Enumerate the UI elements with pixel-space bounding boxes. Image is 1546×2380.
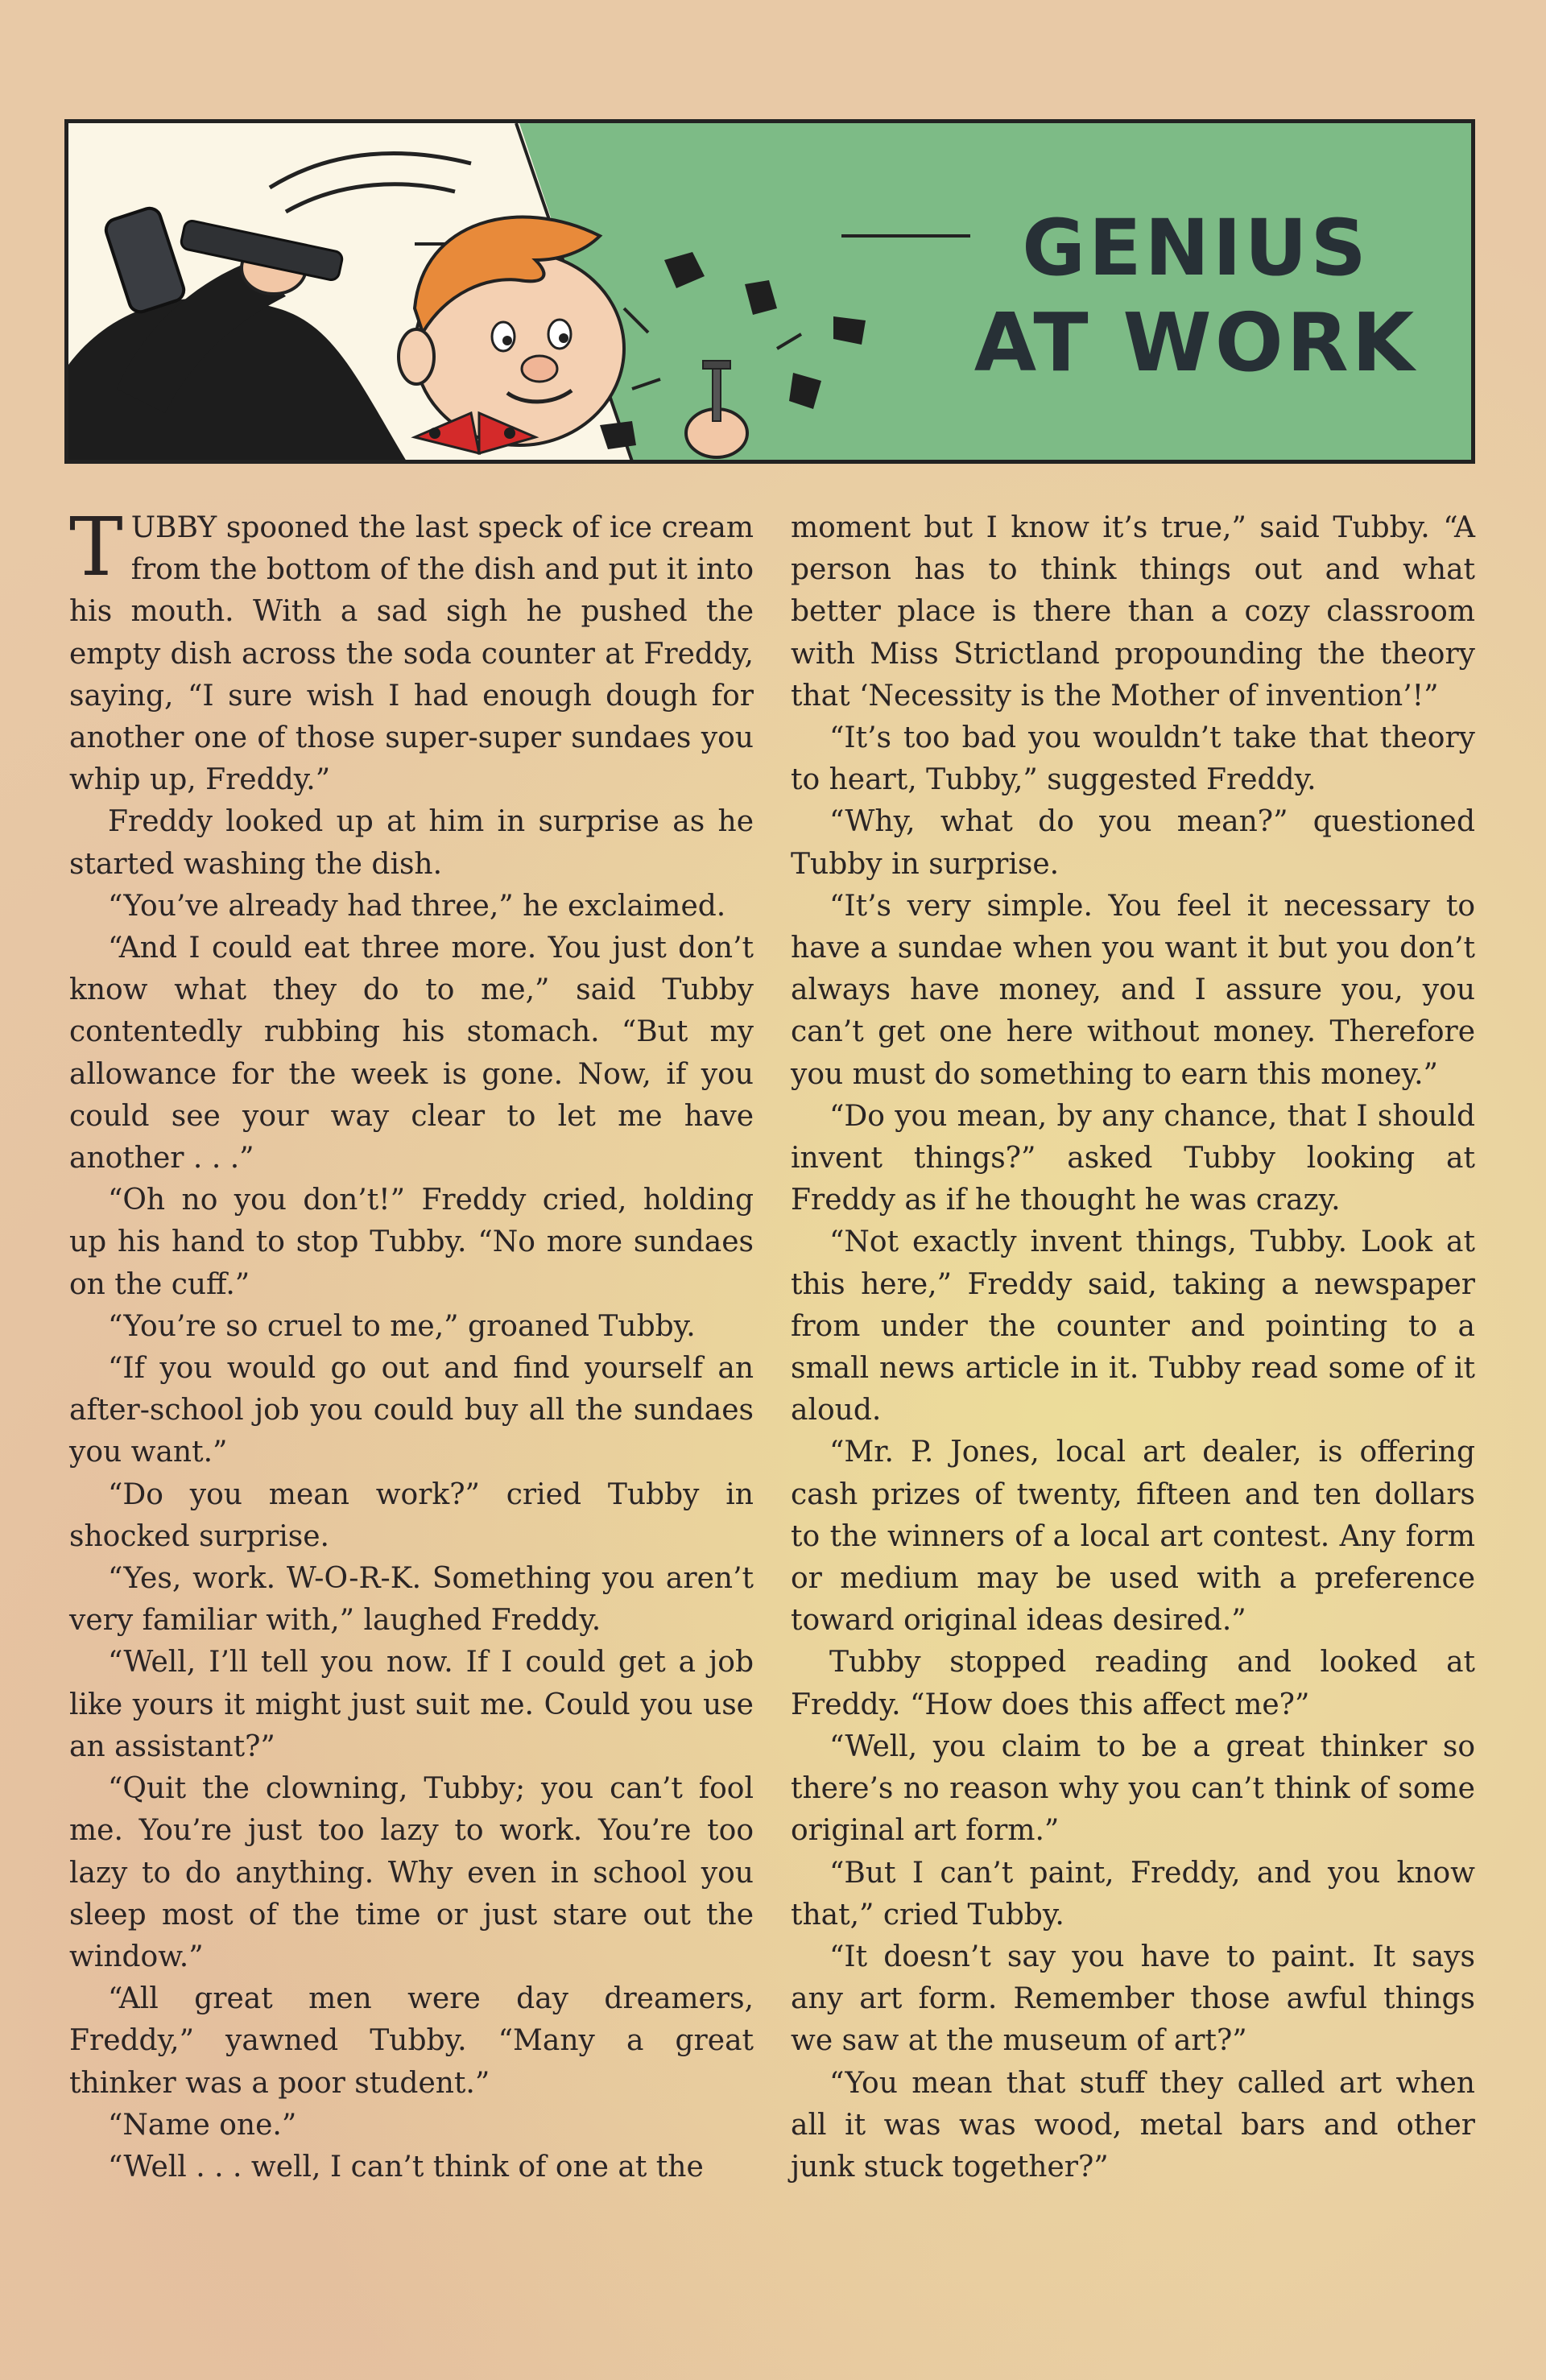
story-paragraph: “You’re so cruel to me,” groaned Tubby. bbox=[108, 1309, 696, 1343]
story-paragraph: “Why, what do you mean?” questioned Tubby in surprise. bbox=[791, 805, 1475, 881]
title-line-1: GENIUS bbox=[1022, 203, 1370, 293]
story-paragraph: “Well, you claim to be a great thinker so there’s no reason why you can’t think of some original art form.” bbox=[791, 1729, 1475, 1848]
boy-with-hammer-illustration bbox=[68, 123, 1019, 461]
story-paragraph: “Mr. P. Jones, local art dealer, is offering cash prizes of twenty, fifteen and ten dollars to the winners of a local art contest. Any form or medium may be used with a preference toward original ideas desired.” bbox=[791, 1436, 1475, 1638]
story-paragraph: moment but I know it’s true,” said Tubby. “A person has to think things out and what better place is there than a cozy classroom with Miss Strictland propounding the theory that ‘Necessity is the Mother of invention’!” bbox=[791, 511, 1475, 713]
story-paragraph: Freddy looked up at him in surprise as he started washing the dish. bbox=[69, 805, 754, 881]
story-paragraph: TUBBY spooned the last speck of ice cream from the bottom of the dish and put it into his mouth. With a sad sigh he pushed the empty dish across the soda counter at Freddy, saying, “I sure wish I had enough dough for another one of those super-super sundaes you whip up, Freddy.” bbox=[69, 500, 754, 797]
story-paragraph: “It’s too bad you wouldn’t take that theory to heart, Tubby,” suggested Freddy. bbox=[791, 721, 1475, 797]
story-paragraph: “You mean that stuff they called art when all it was was wood, metal bars and other junk stuck together?” bbox=[791, 2066, 1475, 2184]
story-paragraph: “It’s very simple. You feel it necessary to have a sundae when you want it but you don’t always have money, and I assure you, you can’t get one here without money. Therefore you must do something to earn this money.” bbox=[791, 889, 1475, 1091]
title-banner bbox=[64, 119, 1475, 464]
story-paragraph: “Well . . . well, I can’t think of one at the bbox=[108, 2150, 704, 2184]
left-column bbox=[69, 500, 754, 2188]
story-paragraph: Tubby stopped reading and looked at Freddy. “How does this affect me?” bbox=[791, 1646, 1475, 1721]
title-line-2: AT WORK bbox=[973, 295, 1418, 390]
story-paragraph: “You’ve already had three,” he exclaimed. bbox=[108, 889, 726, 923]
story-paragraph: “All great men were day dreamers, Freddy,” yawned Tubby. “Many a great thinker was a poor student.” bbox=[69, 1982, 754, 2100]
story-paragraph: “Do you mean work?” cried Tubby in shocked surprise. bbox=[69, 1477, 754, 1553]
story-paragraph: “Oh no you don’t!” Freddy cried, holding up his hand to stop Tubby. “No more sundaes on the cuff.” bbox=[69, 1184, 754, 1301]
story-paragraph: “Yes, work. W-O-R-K. Something you aren’t very familiar with,” laughed Freddy. bbox=[69, 1562, 754, 1638]
story-paragraph: “It doesn’t say you have to paint. It says any art form. Remember those awful things we saw at the museum of art?” bbox=[791, 1940, 1475, 2058]
right-column bbox=[791, 507, 1475, 2188]
story-paragraph: “Do you mean, by any chance, that I should invent things?” asked Tubby looking at Freddy as if he thought he was crazy. bbox=[791, 1099, 1475, 1217]
story-title bbox=[938, 200, 1453, 390]
story-paragraph: “But I can’t paint, Freddy, and you know that,” cried Tubby. bbox=[791, 1856, 1475, 1932]
story-paragraph: “And I could eat three more. You just don’t know what they do to me,” said Tubby contentedly rubbing his stomach. “But my allowance for the week is gone. Now, if you could see your way clear to let me have another . . .” bbox=[69, 932, 754, 1176]
story-paragraph: “If you would go out and find yourself an after-school job you could buy all the sundaes you want.” bbox=[69, 1352, 754, 1469]
story-paragraph: “Name one.” bbox=[108, 2108, 297, 2142]
story-paragraph: “Well, I’ll tell you now. If I could get a job like yours it might just suit me. Could you use an assistant?” bbox=[69, 1646, 754, 1763]
story-paragraph: “Not exactly invent things, Tubby. Look at this here,” Freddy said, taking a newspaper from under the counter and pointing to a small news article in it. Tubby read some of it aloud. bbox=[791, 1225, 1475, 1428]
story-paragraph: “Quit the clowning, Tubby; you can’t fool me. You’re just too lazy to work. You’re too lazy to do anything. Why even in school you sleep most of the time or just stare out the window.” bbox=[69, 1772, 754, 1973]
drop-cap: T bbox=[69, 500, 123, 594]
